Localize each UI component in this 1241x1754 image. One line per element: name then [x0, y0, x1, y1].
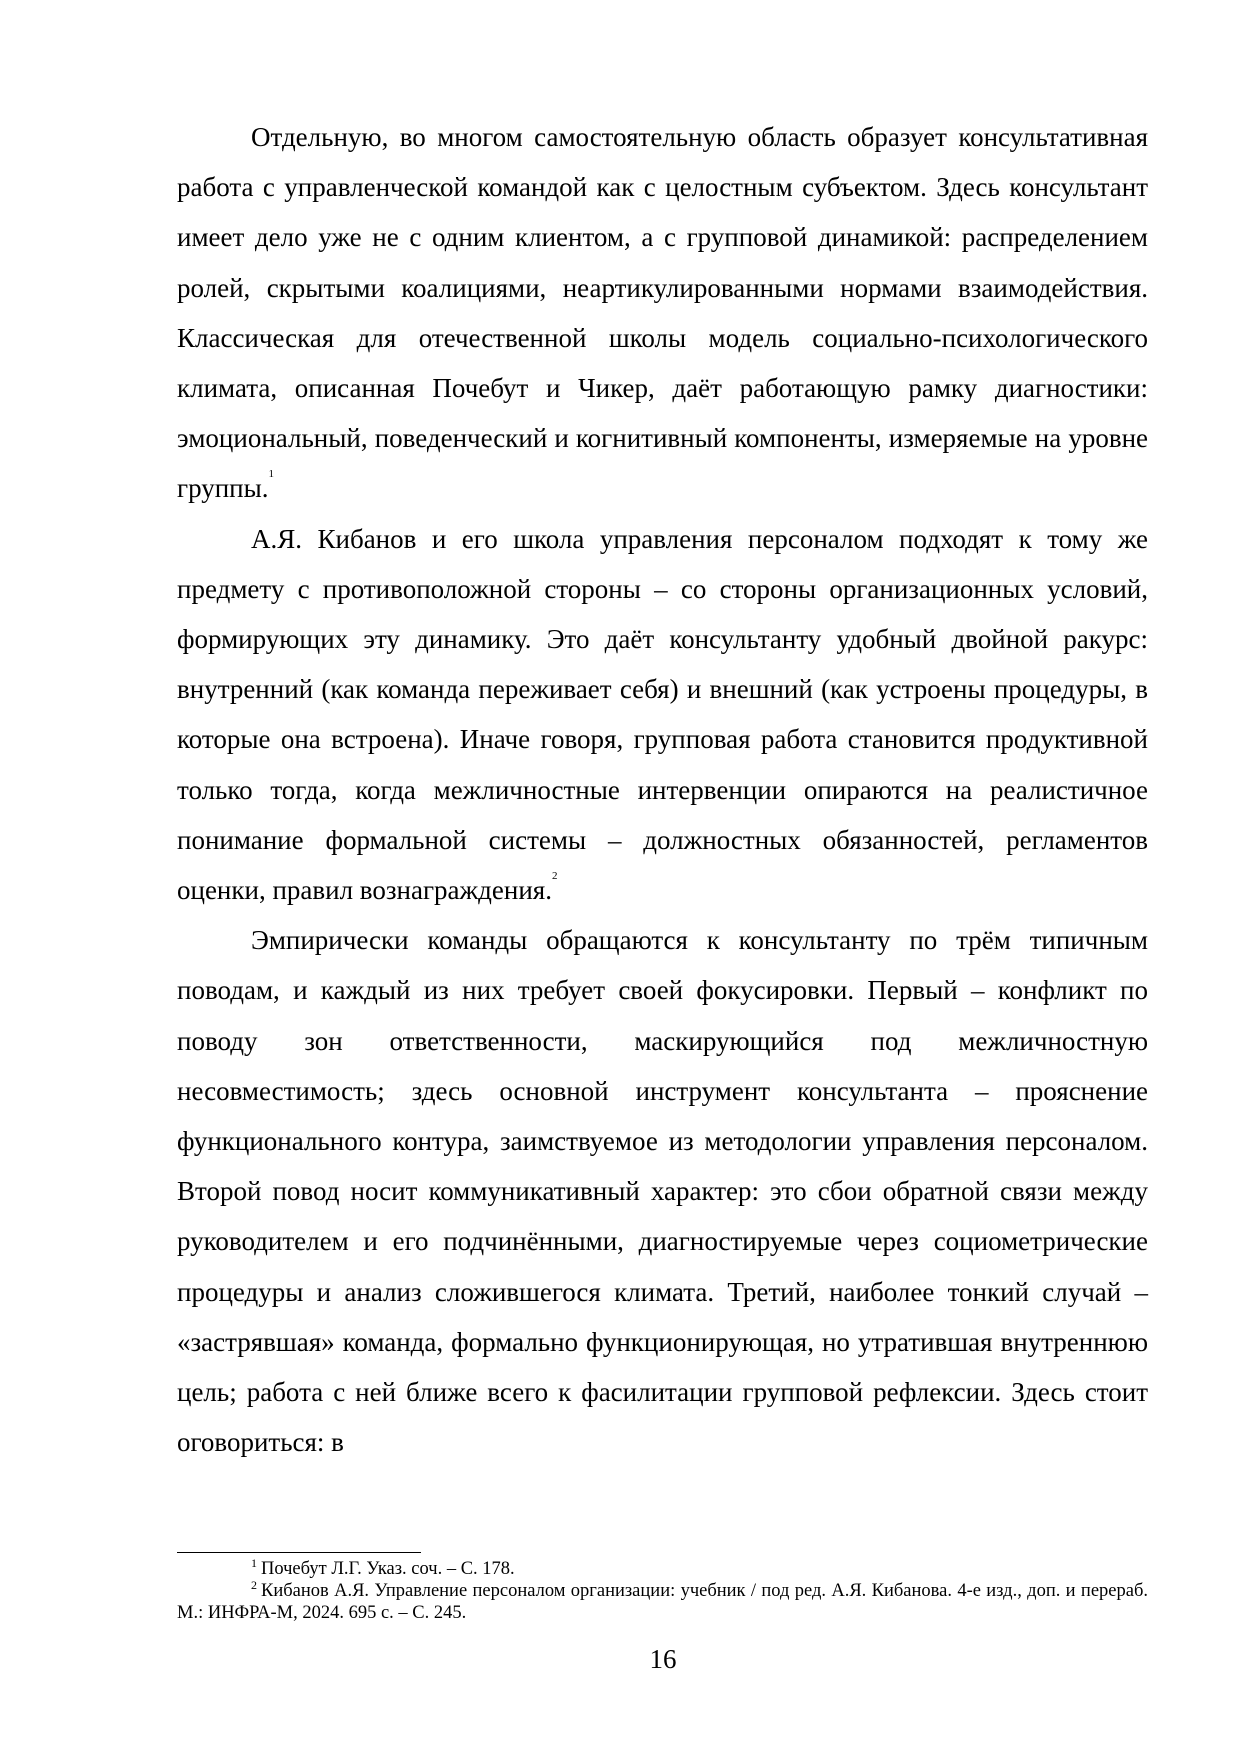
- body-text: [177, 112, 1148, 1467]
- paragraph-1: [177, 112, 1148, 514]
- page-number: 16: [649, 1644, 677, 1674]
- footnote-reference-1[interactable]: 1: [268, 468, 275, 481]
- footnote-2: [177, 1580, 1148, 1624]
- footnote-1-text: Почебут Л.Г. Указ. соч. – С. 178.: [261, 1559, 515, 1579]
- paragraph-3-text: Эмпирически команды обращаются к консультанту по трём типичным поводам, и каждый из них требует своей фокусировки. Первый – конфликт по поводу зон ответственности, маскирующийся под межличностную несовместимость; здесь основной инструмент консультанта – прояснение функционального контура, заимствуемое из методологии управления персоналом. Второй повод носит коммуникативный характер: это сбои обратной связи между руководителем и его подчинёнными, диагностируемые через социометрические процедуры и анализ сложившегося климата. Третий, наиболее тонкий случай – «застрявшая» команда, формально функционирующая, но утратившая внутреннюю цель; работа с ней ближе всего к фасилитации групповой рефлексии. Здесь стоит оговориться: в: [177, 925, 1148, 1458]
- footnotes: [177, 1558, 1148, 1624]
- footnote-1: [177, 1558, 1148, 1580]
- paragraph-2-text: А.Я. Кибанов и его школа управления персоналом подходят к тому же предмету с противоположной стороны – со стороны организационных условий, формирующих эту динамику. Это даёт консультанту удобный двойной ракурс: внутренний (как команда переживает себя) и внешний (как устроены процедуры, в которые она встроена). Иначе говоря, групповая работа становится продуктивной только тогда, когда межличностные интервенции опираются на реалистичное понимание формальной системы – должностных обязанностей, регламентов оценки, правил вознаграждения.: [177, 523, 1148, 906]
- footnote-2-number: 2: [251, 1578, 257, 1592]
- footnote-reference-2[interactable]: 2: [551, 870, 558, 883]
- footnote-1-number: 1: [251, 1556, 257, 1570]
- footnote-separator: [177, 1552, 421, 1553]
- footnote-2-text: Кибанов А.Я. Управление персоналом организации: учебник / под ред. А.Я. Кибанова. 4-е изд., доп. и перераб. М.: ИНФРА-М, 2024. 695 с. – С. 245.: [177, 1581, 1148, 1623]
- paragraph-3: [177, 915, 1148, 1467]
- paragraph-1-text: Отдельную, во многом самостоятельную область образует консультативная работа с управленческой командой как с целостным субъектом. Здесь консультант имеет дело уже не с одним клиентом, а с групповой динамикой: распределением ролей, скрытыми коалициями, неартикулированными нормами взаимодействия. Классическая для отечественной школы модель социально-психологического климата, описанная Почебут и Чикер, даёт работающую рамку диагностики: эмоциональный, поведенческий и когнитивный компоненты, измеряемые на уровне группы.: [177, 122, 1148, 504]
- paragraph-2: [177, 514, 1148, 916]
